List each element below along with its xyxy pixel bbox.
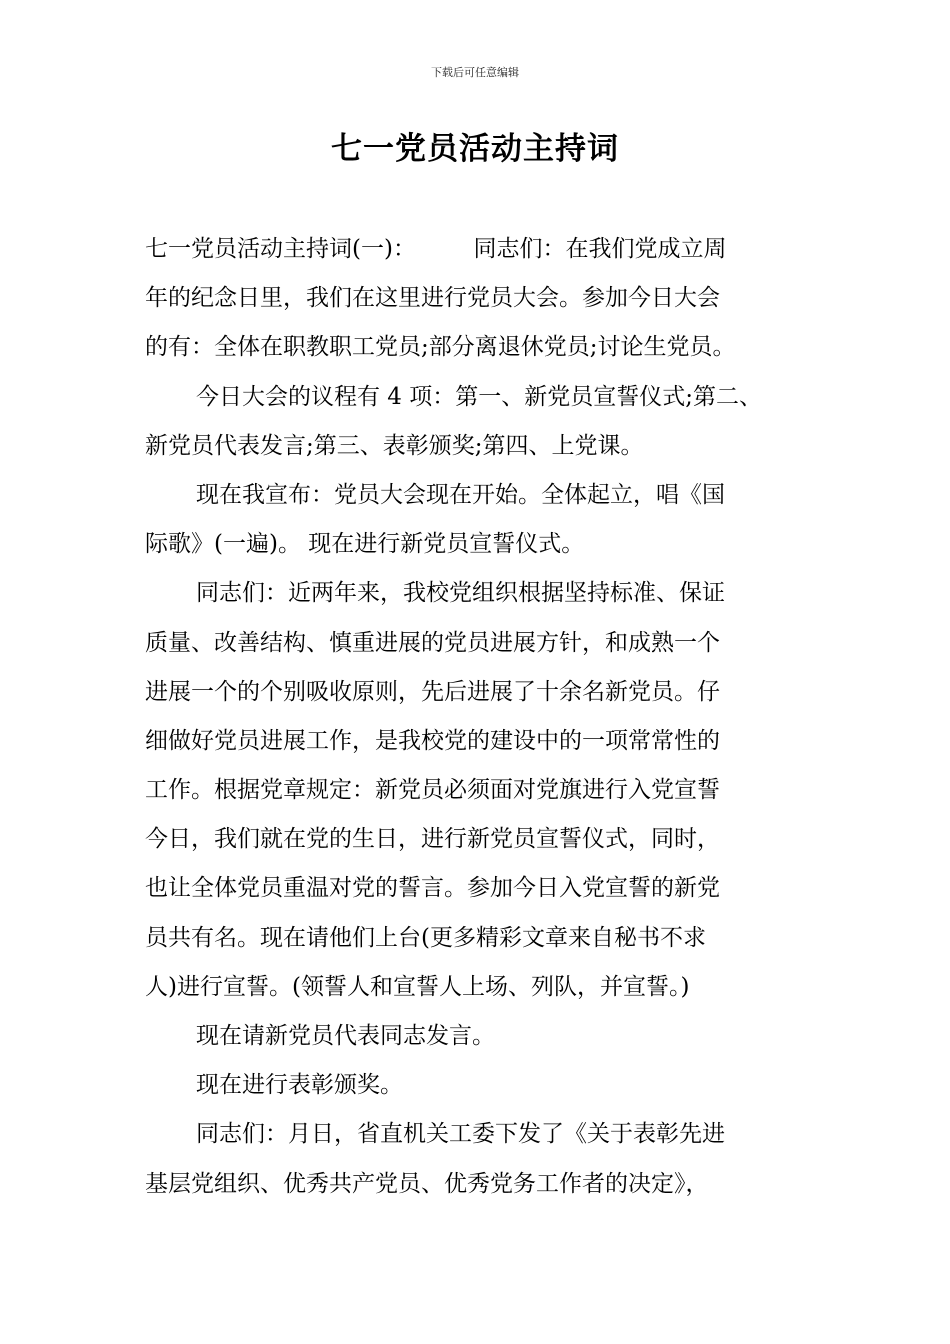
- body-line: 质量、改善结构、慎重进展的党员进展方针，和成熟一个: [145, 629, 720, 656]
- body-line: 现在我宣布：党员大会现在开始。全体起立，唱《国: [196, 481, 725, 508]
- body-line: 也让全体党员重温对党的誓言。参加今日入党宣誓的新党: [145, 875, 720, 902]
- body-line: 际歌》(一遍)。 现在进行新党员宣誓仪式。: [145, 531, 585, 558]
- body-line: 今日大会的议程有 4 项：第一、新党员宣誓仪式;第二、: [196, 383, 763, 410]
- body-line: 七一党员活动主持词(一)： 同志们：在我们党成立周: [145, 236, 727, 262]
- page-header-note: 下载后可任意编辑: [431, 66, 519, 79]
- body-line: 同志们：月日，省直机关工委下发了《关于表彰先进: [196, 1121, 725, 1148]
- body-line: 年的纪念日里，我们在这里进行党员大会。参加今日大会: [145, 285, 720, 312]
- body-line: 细做好党员进展工作，是我校党的建设中的一项常常性的: [145, 727, 720, 754]
- body-line: 进展一个的个别吸收原则，先后进展了十余名新党员。仔: [145, 678, 720, 705]
- document-body: [145, 225, 810, 1209]
- body-line: 今日，我们就在党的生日，进行新党员宣誓仪式，同时，: [145, 826, 720, 853]
- body-line: 的有：全体在职教职工党员;部分离退休党员;讨论生党员。: [145, 334, 736, 361]
- body-line: 基层党组织、优秀共产党员、优秀党务工作者的决定》，: [145, 1170, 709, 1197]
- body-line: 新党员代表发言;第三、表彰颁奖;第四、上党课。: [145, 432, 644, 459]
- body-line: 现在请新党员代表同志发言。: [196, 1023, 495, 1049]
- body-line: 现在进行表彰颁奖。: [196, 1072, 403, 1099]
- document-title: 七一党员活动主持词: [331, 131, 619, 167]
- body-line: 人)进行宣誓。(领誓人和宣誓人上场、列队，并宣誓。): [145, 973, 690, 1000]
- body-line: 工作。根据党章规定：新党员必须面对党旗进行入党宣誓: [145, 777, 720, 804]
- body-line: 同志们：近两年来，我校党组织根据坚持标准、保证: [196, 580, 725, 607]
- body-line: 员共有名。现在请他们上台(更多精彩文章来自秘书不求: [145, 924, 706, 951]
